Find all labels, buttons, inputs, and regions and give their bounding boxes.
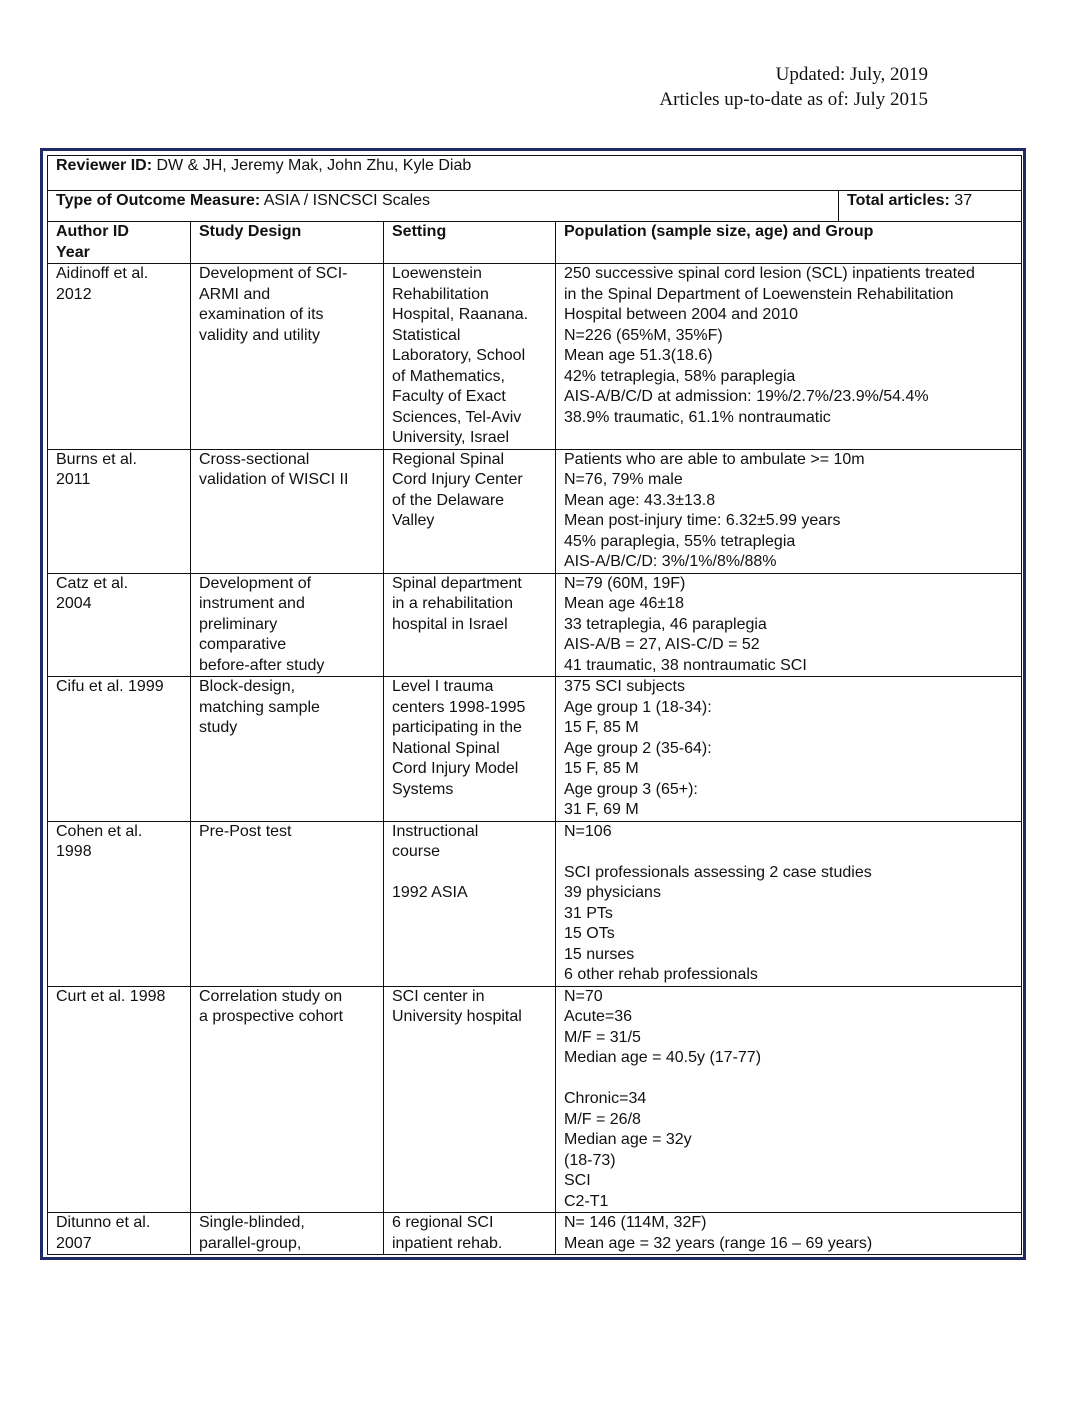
column-header-row	[48, 222, 1022, 264]
cell-population	[556, 449, 1022, 573]
setting-line: SCI center in	[392, 987, 485, 1005]
design-line: study	[199, 719, 238, 736]
setting-line: participating in the	[392, 719, 522, 736]
cell-setting	[384, 573, 556, 677]
column-header-author-line2: Year	[56, 243, 90, 261]
table-row	[48, 1213, 1022, 1255]
population-line: AIS-A/B = 27, AIS-C/D = 52	[564, 636, 760, 653]
setting-line: course	[392, 843, 441, 860]
setting-line: Cord Injury Center	[392, 471, 523, 488]
setting-line: Faculty of Exact	[392, 388, 506, 405]
cell-author	[48, 573, 191, 677]
reviewer-label: Reviewer ID:	[56, 157, 153, 174]
population-line: Chronic=34	[564, 1090, 647, 1107]
reviewer-row	[48, 156, 1022, 191]
cell-population	[556, 573, 1022, 677]
cell-author	[48, 1213, 191, 1255]
design-line: validation of WISCI II	[199, 471, 349, 488]
setting-line: University, Israel	[392, 429, 510, 446]
design-line: Pre-Post test	[199, 822, 292, 840]
design-line: Block-design,	[199, 678, 296, 695]
column-header-setting: Setting	[384, 222, 556, 264]
outcome-label: Type of Outcome Measure:	[56, 192, 261, 209]
page-header	[659, 62, 928, 112]
cell-setting	[384, 677, 556, 822]
design-line: Single-blinded,	[199, 1214, 305, 1231]
population-line: Mean post-injury time: 6.32±5.99 years	[564, 512, 841, 529]
design-line: parallel-group,	[199, 1234, 302, 1252]
setting-line: Sciences, Tel-Aviv	[392, 408, 522, 426]
population-line: 38.9% traumatic, 61.1% nontraumatic	[564, 408, 831, 426]
setting-line: 1992 ASIA	[392, 884, 468, 901]
design-line: Cross-sectional	[199, 450, 310, 468]
population-line: 6 other rehab professionals	[564, 966, 758, 983]
design-line: Correlation study on	[199, 987, 343, 1005]
setting-line: Statistical	[392, 326, 461, 344]
total-articles-cell	[839, 191, 1022, 222]
cell-design	[191, 986, 384, 1213]
population-line: 250 successive spinal cord lesion (SCL) inpatients treated	[564, 265, 975, 282]
cell-design	[191, 1213, 384, 1255]
reviewer-value: DW & JH, Jeremy Mak, John Zhu, Kyle Diab	[152, 157, 472, 174]
setting-line: University hospital	[392, 1008, 522, 1025]
table-row	[48, 573, 1022, 677]
population-line: AIS-A/B/C/D: 3%/1%/8%/88%	[564, 553, 777, 570]
setting-line: Instructional	[392, 822, 479, 840]
author-line: Curt et al. 1998	[56, 987, 166, 1005]
author-line: 2007	[56, 1234, 92, 1252]
population-line: Mean age: 43.3±13.8	[564, 491, 716, 509]
setting-line: Laboratory, School	[392, 347, 526, 364]
cell-setting	[384, 821, 556, 986]
setting-line: Hospital, Raanana.	[392, 306, 529, 323]
population-line: 15 nurses	[564, 945, 635, 963]
total-label: Total articles:	[847, 192, 950, 209]
design-line: validity and utility	[199, 326, 320, 344]
population-line: Mean age 51.3(18.6)	[564, 347, 713, 364]
design-line: Development of	[199, 574, 312, 592]
cell-setting	[384, 449, 556, 573]
population-line: Age group 1 (18-34):	[564, 698, 712, 716]
population-line: Age group 3 (65+):	[564, 780, 698, 798]
population-line: Median age = 32y	[564, 1131, 692, 1148]
column-header-design: Study Design	[191, 222, 384, 264]
outcome-row	[48, 191, 1022, 222]
cell-design	[191, 573, 384, 677]
review-table-frame	[40, 148, 1026, 1260]
population-line	[564, 842, 1018, 863]
population-line: 15 F, 85 M	[564, 719, 639, 736]
table-row	[48, 264, 1022, 450]
table-row	[48, 449, 1022, 573]
population-line: 39 physicians	[564, 884, 661, 901]
population-line: AIS-A/B/C/D at admission: 19%/2.7%/23.9%/54.4%	[564, 388, 929, 405]
population-line: N=76, 79% male	[564, 471, 683, 488]
population-line: SCI professionals assessing 2 case studies	[564, 863, 872, 881]
setting-line: Regional Spinal	[392, 450, 505, 468]
author-line: 2011	[56, 471, 91, 488]
population-line: C2-T1	[564, 1192, 609, 1210]
cell-author	[48, 449, 191, 573]
design-line: examination of its	[199, 306, 324, 323]
population-line: Hospital between 2004 and 2010	[564, 306, 798, 323]
population-line: 33 tetraplegia, 46 paraplegia	[564, 615, 767, 633]
setting-line: centers 1998-1995	[392, 698, 526, 716]
population-line: 45% paraplegia, 55% tetraplegia	[564, 532, 796, 550]
author-line: Cohen et al.	[56, 822, 143, 840]
population-line: Patients who are able to ambulate >= 10m	[564, 450, 865, 468]
population-line: N=226 (65%M, 35%F)	[564, 326, 723, 344]
population-line: Age group 2 (35-64):	[564, 739, 712, 757]
population-line: Median age = 40.5y (17-77)	[564, 1049, 762, 1066]
reviewer-cell	[48, 156, 1022, 191]
population-line: N=70	[564, 987, 603, 1005]
design-line: matching sample	[199, 698, 320, 716]
cell-setting	[384, 986, 556, 1213]
outcome-cell	[48, 191, 839, 222]
setting-line: Systems	[392, 780, 454, 798]
population-line: 375 SCI subjects	[564, 678, 685, 695]
design-line: Development of SCI-	[199, 265, 348, 282]
cell-design	[191, 449, 384, 573]
population-line: Acute=36	[564, 1008, 633, 1025]
cell-population	[556, 677, 1022, 822]
review-table	[47, 155, 1022, 1255]
setting-line: in a rehabilitation	[392, 595, 513, 612]
design-line: a prospective cohort	[199, 1008, 344, 1025]
cell-population	[556, 1213, 1022, 1255]
table-row	[48, 821, 1022, 986]
population-line: (18-73)	[564, 1151, 616, 1169]
cell-population	[556, 821, 1022, 986]
setting-line: Level I trauma	[392, 678, 494, 695]
population-line: Mean age 46±18	[564, 595, 684, 612]
population-line: N=106	[564, 822, 612, 840]
population-line: in the Spinal Department of Loewenstein Rehabilitation	[564, 285, 954, 303]
population-line: M/F = 26/8	[564, 1110, 641, 1128]
setting-line: inpatient rehab.	[392, 1234, 503, 1252]
setting-line: Valley	[392, 512, 435, 529]
setting-line: National Spinal	[392, 739, 500, 757]
cell-design	[191, 677, 384, 822]
updated-date: Updated: July, 2019	[775, 64, 928, 85]
author-line: Burns et al.	[56, 450, 137, 468]
population-line: 31 F, 69 M	[564, 801, 639, 818]
author-line: Aidinoff et al.	[56, 265, 149, 282]
setting-line: of the Delaware	[392, 491, 505, 509]
population-line: 41 traumatic, 38 nontraumatic SCI	[564, 656, 807, 674]
setting-line: Loewenstein	[392, 265, 482, 282]
design-line: preliminary	[199, 615, 278, 633]
column-header-population: Population (sample size, age) and Group	[556, 222, 1022, 264]
population-line: SCI	[564, 1172, 591, 1189]
setting-line: Spinal department	[392, 574, 522, 592]
cell-population	[556, 986, 1022, 1213]
setting-line: 6 regional SCI	[392, 1214, 494, 1231]
design-line: instrument and	[199, 595, 305, 612]
population-line: 42% tetraplegia, 58% paraplegia	[564, 367, 796, 385]
setting-line: Rehabilitation	[392, 285, 489, 303]
population-line: N= 146 (114M, 32F)	[564, 1214, 707, 1231]
design-line: comparative	[199, 636, 287, 653]
population-line: 15 OTs	[564, 925, 615, 942]
articles-date: Articles up-to-date as of: July 2015	[659, 89, 928, 110]
author-line: Ditunno et al.	[56, 1214, 151, 1231]
cell-author	[48, 264, 191, 450]
cell-author	[48, 986, 191, 1213]
population-line: N=79 (60M, 19F)	[564, 574, 686, 592]
column-header-author	[48, 222, 191, 264]
total-value: 37	[949, 192, 973, 209]
author-line: Catz et al.	[56, 574, 129, 592]
column-header-author-line1: Author ID	[56, 223, 129, 240]
cell-design	[191, 821, 384, 986]
cell-author	[48, 821, 191, 986]
author-line: 2012	[56, 285, 92, 303]
table-row	[48, 677, 1022, 822]
population-line: M/F = 31/5	[564, 1028, 641, 1046]
population-line: 31 PTs	[564, 904, 613, 922]
population-line: Mean age = 32 years (range 16 – 69 years)	[564, 1234, 873, 1252]
cell-design	[191, 264, 384, 450]
cell-setting	[384, 264, 556, 450]
design-line: ARMI and	[199, 285, 271, 303]
setting-line: hospital in Israel	[392, 615, 508, 633]
outcome-value: ASIA / ISNCSCI Scales	[260, 192, 431, 209]
population-line: 15 F, 85 M	[564, 760, 639, 777]
author-line: 2004	[56, 595, 92, 612]
cell-setting	[384, 1213, 556, 1255]
cell-author	[48, 677, 191, 822]
cell-population	[556, 264, 1022, 450]
population-line	[564, 1069, 1018, 1090]
setting-line	[392, 863, 552, 884]
author-line: Cifu et al. 1999	[56, 678, 164, 695]
design-line: before-after study	[199, 656, 325, 674]
author-line: 1998	[56, 843, 92, 860]
setting-line: Cord Injury Model	[392, 760, 519, 777]
setting-line: of Mathematics,	[392, 367, 505, 385]
table-row	[48, 986, 1022, 1213]
